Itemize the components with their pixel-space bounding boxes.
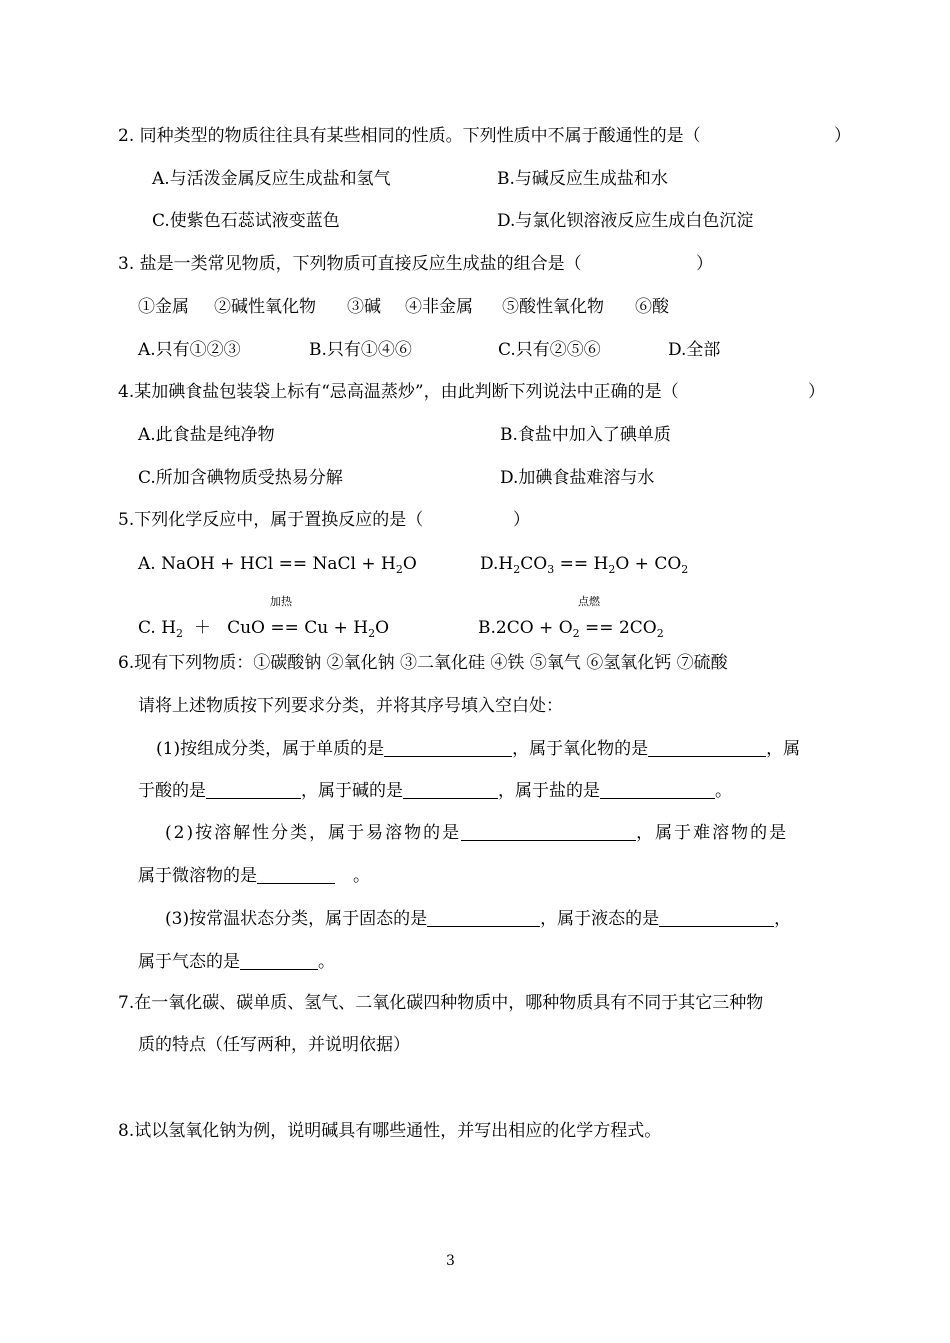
q6-part1-line2: 于酸的是 ，属于碱的是 ，属于盐的是 。 bbox=[138, 781, 732, 801]
blank-elements[interactable] bbox=[384, 738, 512, 757]
q3-item-5: ⑤酸性氧化物 bbox=[502, 297, 604, 317]
q5-b-condition-ignite: 点燃 bbox=[578, 595, 600, 608]
q3-item-2: ②碱性氧化物 bbox=[214, 297, 316, 317]
q8-line1: 8.试以氢氧化钠为例，说明碱具有哪些通性，并写出相应的化学方程式。 bbox=[118, 1121, 662, 1141]
q3-option-d: D.全部 bbox=[668, 340, 721, 360]
q3-option-c: C.只有②⑤⑥ bbox=[498, 340, 601, 360]
q4-option-a: A.此食盐是纯净物 bbox=[138, 425, 275, 445]
q3-option-b: B.只有①④⑥ bbox=[309, 340, 412, 360]
q2-option-c: C.使紫色石蕊试液变蓝色 bbox=[152, 211, 340, 231]
q5-option-b: $B.2CO + O_2 == 2CO_2$ bbox=[478, 618, 664, 640]
q7-line1: 7.在一氧化碳、碳单质、氢气、二氧化碳四种物质中，哪种物质具有不同于其它三种物 bbox=[118, 993, 764, 1013]
q5-option-a: A. NaOH + HCl == NaCl + $H_2O$ bbox=[138, 554, 417, 576]
q3-item-6: ⑥酸 bbox=[635, 297, 669, 317]
q6-stem: 6.现有下列物质：①碳酸钠 ②氧化钠 ③二氧化硅 ④铁 ⑤氧气 ⑥氢氧化钙 ⑦硫酸 bbox=[118, 653, 728, 673]
q6-part2-line2: 属于微溶物的是 。 bbox=[138, 866, 370, 886]
q5-close-paren: ） bbox=[513, 510, 530, 530]
q6-instruction: 请将上述物质按下列要求分类，并将其序号填入空白处： bbox=[138, 696, 563, 716]
q2-close-paren: ） bbox=[834, 126, 851, 146]
blank-solid[interactable] bbox=[427, 908, 540, 927]
blank-bases[interactable] bbox=[403, 780, 498, 799]
q5-option-d: $D.H_2CO_3 == H_2O + CO_2$ bbox=[480, 554, 689, 576]
q3-item-3: ③碱 bbox=[347, 297, 381, 317]
blank-slightly-soluble[interactable] bbox=[257, 865, 335, 884]
blank-liquid[interactable] bbox=[659, 908, 774, 927]
blank-oxides[interactable] bbox=[648, 738, 766, 757]
q5-option-c: C. $H_2$ ＋ CuO == $Cu + H_2O$ bbox=[138, 618, 390, 640]
page-number: 3 bbox=[446, 1253, 455, 1269]
blank-soluble[interactable] bbox=[461, 822, 636, 841]
blank-salts[interactable] bbox=[600, 780, 715, 799]
q6-part3-line2: 属于气态的是 。 bbox=[138, 952, 335, 972]
blank-gas[interactable] bbox=[240, 951, 318, 970]
q3-item-1: ①金属 bbox=[138, 297, 189, 317]
blank-acids[interactable] bbox=[206, 780, 301, 799]
q6-part3-line1: (3)按常温状态分类，属于固态的是 ，属于液态的是 ， bbox=[165, 909, 792, 929]
q6-part1-line1: (1)按组成分类，属于单质的是 ，属于氧化物的是 ，属 bbox=[156, 739, 801, 759]
q6-part2-line1: (2)按溶解性分类，属于易溶物的是 ，属于难溶物的是 bbox=[165, 823, 789, 843]
q3-stem: 3. 盐是一类常见物质，下列物质可直接反应生成盐的组合是（ bbox=[118, 254, 582, 274]
q3-item-4: ④非金属 bbox=[405, 297, 473, 317]
q4-option-d: D.加碘食盐难溶与水 bbox=[500, 468, 655, 488]
q2-option-a: A.与活泼金属反应生成盐和氢气 bbox=[152, 169, 391, 189]
q5-stem: 5.下列化学反应中，属于置换反应的是（ bbox=[118, 510, 424, 530]
q4-close-paren: ） bbox=[808, 382, 825, 402]
q2-stem: 2. 同种类型的物质往往具有某些相同的性质。下列性质中不属于酸通性的是（ bbox=[118, 126, 701, 146]
q4-option-b: B.食盐中加入了碘单质 bbox=[500, 425, 671, 445]
q7-line2: 质的特点（任写两种，并说明依据） bbox=[138, 1035, 410, 1055]
q4-option-c: C.所加含碘物质受热易分解 bbox=[138, 468, 343, 488]
q2-option-b: B.与碱反应生成盐和水 bbox=[497, 169, 668, 189]
q2-option-d: D.与氯化钡溶液反应生成白色沉淀 bbox=[497, 211, 754, 231]
q5-c-condition-heat: 加热 bbox=[270, 595, 292, 608]
q4-stem: 4.某加碘食盐包装袋上标有“忌高温蒸炒”，由此判断下列说法中正确的是（ bbox=[118, 382, 679, 402]
q3-close-paren: ） bbox=[696, 254, 713, 274]
q3-option-a: A.只有①②③ bbox=[138, 340, 241, 360]
